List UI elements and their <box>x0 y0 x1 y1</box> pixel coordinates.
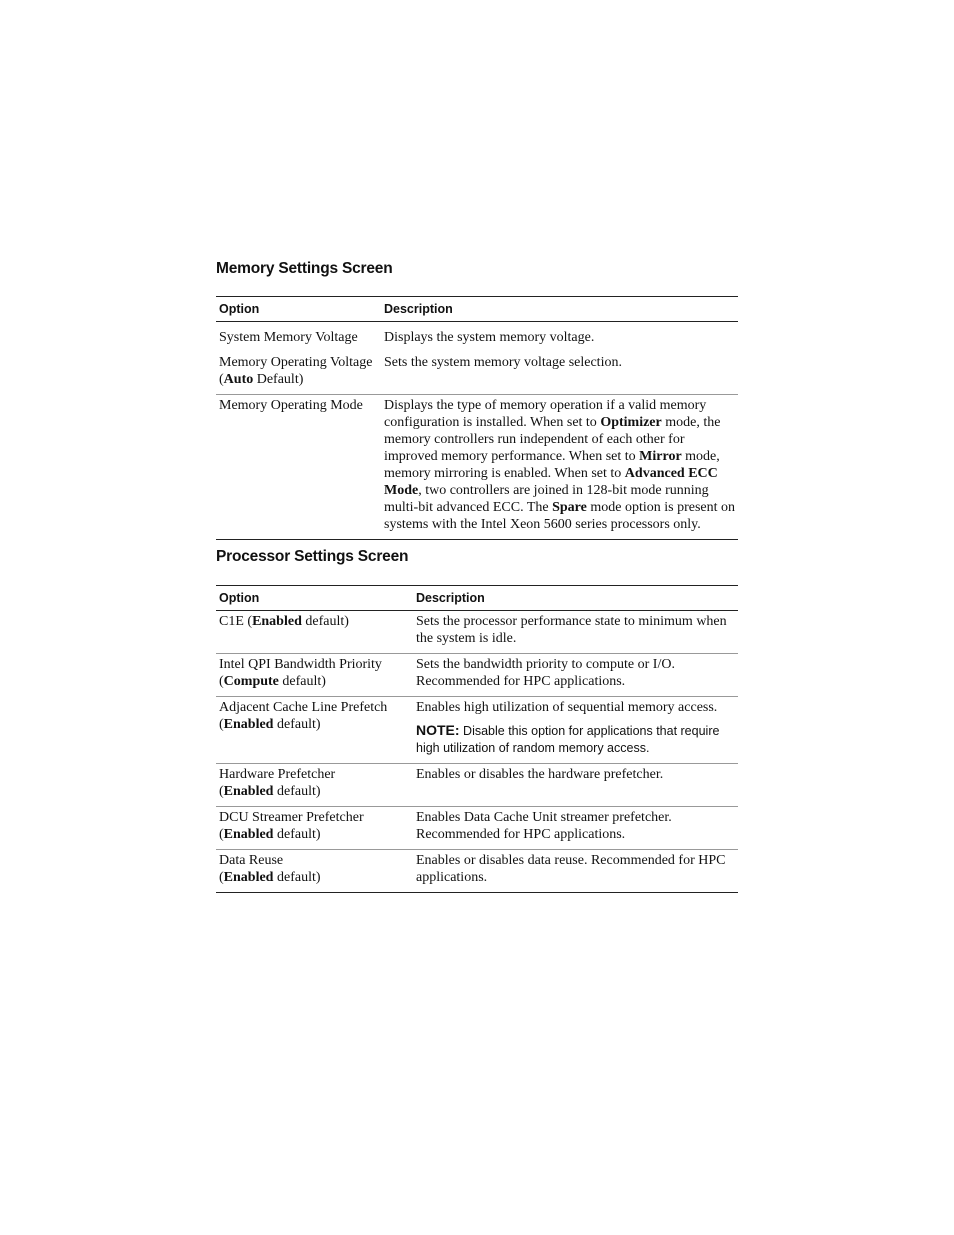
table-row <box>216 322 738 347</box>
description-column-header: Description <box>381 297 738 322</box>
option-cell <box>216 850 413 893</box>
table-row <box>216 611 738 654</box>
option-description: Sets the system memory voltage selection. <box>384 355 622 370</box>
description-cell <box>413 611 738 654</box>
description-text: Displays the type of memory operation if a valid memory configuration is installed. When set to <box>384 398 707 430</box>
description-column-header: Description <box>413 586 738 611</box>
note-text: Disable this option for applications that require high utilization of random memory access. <box>416 724 720 755</box>
option-description: Sets the bandwidth priority to compute or I/O. Recommended for HPC applications. <box>416 657 675 689</box>
option-cell <box>216 322 381 347</box>
option-cell <box>216 764 413 807</box>
table-header-row <box>216 586 738 611</box>
description-text: , two controllers are joined in 128-bit mode running multi-bit advanced ECC. The <box>384 483 709 515</box>
default-value: Enabled <box>252 614 302 629</box>
option-name: System Memory Voltage <box>219 330 358 345</box>
table-row <box>216 807 738 850</box>
option-name: C1E ( <box>219 614 253 629</box>
default-suffix: default) <box>273 870 321 885</box>
option-description: Enables Data Cache Unit streamer prefetcher. Recommended for HPC applications. <box>416 810 672 842</box>
table-row <box>216 850 738 893</box>
default-paren: ( <box>219 870 224 885</box>
processor-section-title: Processor Settings Screen <box>216 548 409 565</box>
option-cell <box>216 611 413 654</box>
table-row <box>216 346 738 395</box>
default-value: Enabled <box>223 784 274 799</box>
option-name: Intel QPI Bandwidth Priority <box>219 657 382 672</box>
option-cell <box>216 654 413 697</box>
default-value: Enabled <box>223 827 274 842</box>
description-cell <box>413 654 738 697</box>
default-suffix: Default) <box>253 372 304 387</box>
default-value: Compute <box>223 674 279 689</box>
default-suffix: default) <box>273 827 321 842</box>
description-cell <box>381 322 738 347</box>
option-cell <box>216 346 381 395</box>
option-description: Displays the system memory voltage. <box>384 330 595 345</box>
option-name: DCU Streamer Prefetcher <box>219 810 364 825</box>
mode-advanced-ecc: Advanced ECC Mode <box>384 466 718 498</box>
memory-settings-table <box>216 296 738 540</box>
mode-spare: Spare <box>552 500 587 515</box>
description-cell <box>413 697 738 764</box>
default-value: Auto <box>223 372 254 387</box>
default-suffix: default) <box>273 784 321 799</box>
description-cell <box>381 346 738 395</box>
default-paren: ( <box>219 827 224 842</box>
table-row <box>216 697 738 764</box>
option-description: Enables or disables data reuse. Recommended for HPC applications. <box>416 853 726 885</box>
option-column-header: Option <box>216 586 413 611</box>
default-paren: ( <box>219 717 224 732</box>
default-value: Enabled <box>223 717 274 732</box>
option-description: Sets the processor performance state to minimum when the system is idle. <box>416 614 727 646</box>
default-value: Enabled <box>223 870 274 885</box>
processor-settings-table <box>216 585 738 893</box>
option-name: Adjacent Cache Line Prefetch <box>219 700 388 715</box>
option-cell <box>216 807 413 850</box>
option-name: Memory Operating Mode <box>219 398 363 413</box>
option-column-header: Option <box>216 297 381 322</box>
mode-mirror: Mirror <box>639 449 682 464</box>
note-label: NOTE: <box>416 722 460 738</box>
table-row <box>216 764 738 807</box>
description-cell <box>413 807 738 850</box>
memory-section-title: Memory Settings Screen <box>216 260 393 277</box>
description-text: mode, the memory controllers run independent of each other for improved memory performance. When set to <box>384 415 721 464</box>
table-row <box>216 395 738 540</box>
option-description: Enables or disables the hardware prefetcher. <box>416 767 664 782</box>
default-suffix: default) <box>278 674 326 689</box>
default-paren: ( <box>219 784 224 799</box>
description-cell <box>381 395 738 540</box>
description-text: mode, memory mirroring is enabled. When set to <box>384 449 720 481</box>
option-cell <box>216 697 413 764</box>
option-name: Memory Operating Voltage <box>219 355 373 370</box>
note-block <box>416 722 735 757</box>
default-paren: ( <box>219 674 224 689</box>
default-suffix: default) <box>273 717 321 732</box>
description-text: mode option is present on systems with the Intel Xeon 5600 series processors only. <box>384 500 736 532</box>
table-row <box>216 654 738 697</box>
default-suffix: default) <box>301 614 349 629</box>
default-paren: ( <box>219 372 224 387</box>
description-cell <box>413 764 738 807</box>
description-cell <box>413 850 738 893</box>
option-name: Data Reuse <box>219 853 284 868</box>
table-header-row <box>216 297 738 322</box>
mode-optimizer: Optimizer <box>600 415 662 430</box>
option-description: Enables high utilization of sequential memory access. <box>416 700 718 715</box>
option-name: Hardware Prefetcher <box>219 767 336 782</box>
option-cell <box>216 395 381 540</box>
